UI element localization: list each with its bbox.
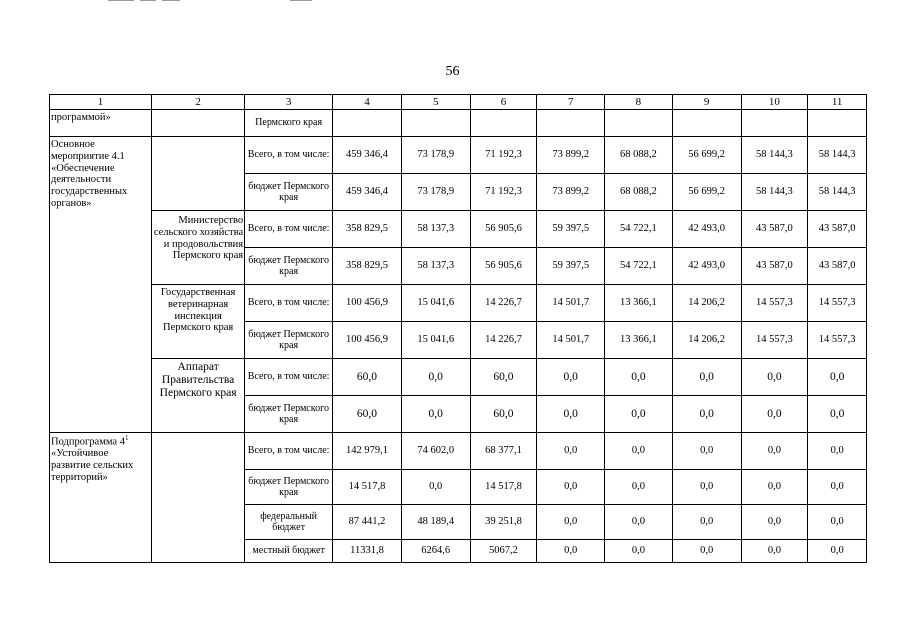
- value-cell: 0,0: [741, 540, 808, 563]
- value-cell: 54 722,1: [605, 248, 673, 285]
- value-cell: 14 557,3: [741, 285, 808, 322]
- value-cell: 0,0: [672, 359, 741, 396]
- scan-mark: [108, 0, 134, 1]
- funding-source-cell: Всего, в том числе:: [245, 359, 333, 396]
- column-header: 8: [605, 95, 673, 110]
- value-cell: 0,0: [537, 470, 605, 505]
- column-header: 2: [152, 95, 245, 110]
- column-header: 10: [741, 95, 808, 110]
- value-cell: 58 144,3: [808, 174, 867, 211]
- executor-cell: [152, 433, 245, 563]
- funding-source-cell: местный бюджет: [245, 540, 333, 563]
- executor-cell: Государственная ветеринарная инспекция Пермского края: [152, 285, 245, 359]
- table-row: [50, 359, 867, 396]
- table-row: [50, 285, 867, 322]
- value-cell: 0,0: [537, 505, 605, 540]
- column-header: 7: [537, 95, 605, 110]
- value-cell: 58 144,3: [741, 174, 808, 211]
- executor-cell: [152, 110, 245, 137]
- value-cell: 59 397,5: [537, 211, 605, 248]
- value-cell: 0,0: [605, 433, 673, 470]
- value-cell: 59 397,5: [537, 248, 605, 285]
- value-cell: 14 501,7: [537, 285, 605, 322]
- funding-source-cell: бюджет Пермского края: [245, 322, 333, 359]
- value-cell: 358 829,5: [333, 211, 402, 248]
- value-cell: 74 602,0: [401, 433, 470, 470]
- value-cell: 15 041,6: [401, 322, 470, 359]
- value-cell: [672, 110, 741, 137]
- value-cell: 60,0: [470, 396, 537, 433]
- value-cell: 73 899,2: [537, 174, 605, 211]
- value-cell: 39 251,8: [470, 505, 537, 540]
- value-cell: 73 899,2: [537, 137, 605, 174]
- value-cell: 14 557,3: [741, 322, 808, 359]
- value-cell: 0,0: [605, 505, 673, 540]
- value-cell: 0,0: [741, 505, 808, 540]
- scan-mark: [290, 0, 312, 1]
- value-cell: 42 493,0: [672, 211, 741, 248]
- value-cell: 14 226,7: [470, 322, 537, 359]
- value-cell: 0,0: [401, 470, 470, 505]
- value-cell: 100 456,9: [333, 285, 402, 322]
- column-header: 9: [672, 95, 741, 110]
- value-cell: 58 144,3: [741, 137, 808, 174]
- value-cell: [401, 110, 470, 137]
- value-cell: 142 979,1: [333, 433, 402, 470]
- value-cell: 459 346,4: [333, 137, 402, 174]
- table-row: [50, 433, 867, 470]
- value-cell: 0,0: [741, 396, 808, 433]
- value-cell: 0,0: [672, 540, 741, 563]
- value-cell: 14 206,2: [672, 322, 741, 359]
- funding-source-cell: Всего, в том числе:: [245, 285, 333, 322]
- value-cell: 43 587,0: [808, 211, 867, 248]
- executor-cell: [152, 137, 245, 211]
- value-cell: 60,0: [333, 396, 402, 433]
- value-cell: 0,0: [672, 505, 741, 540]
- value-cell: 56 905,6: [470, 248, 537, 285]
- value-cell: 73 178,9: [401, 174, 470, 211]
- column-header: 4: [333, 95, 402, 110]
- budget-table: [49, 94, 867, 563]
- funding-source-cell: Всего, в том числе:: [245, 433, 333, 470]
- page-number: 56: [445, 64, 460, 79]
- value-cell: 0,0: [605, 470, 673, 505]
- scan-mark: [162, 0, 180, 1]
- value-cell: 14 501,7: [537, 322, 605, 359]
- event-cell: Основное мероприятие 4.1 «Обеспечение деятельности государственных органов»: [50, 137, 152, 433]
- event-title-rest: «Устойчивое развитие сельских территорий»: [51, 448, 134, 483]
- value-cell: 71 192,3: [470, 137, 537, 174]
- column-header: 6: [470, 95, 537, 110]
- value-cell: 48 189,4: [401, 505, 470, 540]
- value-cell: 13 366,1: [605, 285, 673, 322]
- column-header: 11: [808, 95, 867, 110]
- value-cell: 58 144,3: [808, 137, 867, 174]
- value-cell: [470, 110, 537, 137]
- value-cell: 68 377,1: [470, 433, 537, 470]
- value-cell: 0,0: [672, 433, 741, 470]
- funding-source-cell: Всего, в том числе:: [245, 137, 333, 174]
- value-cell: [741, 110, 808, 137]
- value-cell: 42 493,0: [672, 248, 741, 285]
- funding-source-cell: бюджет Пермского края: [245, 396, 333, 433]
- value-cell: 0,0: [741, 433, 808, 470]
- value-cell: 14 557,3: [808, 285, 867, 322]
- value-cell: [333, 110, 402, 137]
- value-cell: 459 346,4: [333, 174, 402, 211]
- value-cell: 56 699,2: [672, 137, 741, 174]
- value-cell: 56 699,2: [672, 174, 741, 211]
- value-cell: 71 192,3: [470, 174, 537, 211]
- value-cell: [808, 110, 867, 137]
- column-header: 5: [401, 95, 470, 110]
- column-header: 1: [50, 95, 152, 110]
- table-row: [50, 137, 867, 174]
- value-cell: 60,0: [470, 359, 537, 396]
- value-cell: 0,0: [605, 359, 673, 396]
- value-cell: 43 587,0: [808, 248, 867, 285]
- table-row: [50, 211, 867, 248]
- value-cell: 14 517,8: [470, 470, 537, 505]
- value-cell: 15 041,6: [401, 285, 470, 322]
- value-cell: 0,0: [808, 396, 867, 433]
- funding-source-cell: бюджет Пермского края: [245, 470, 333, 505]
- table-row-continued: [50, 110, 867, 137]
- value-cell: 0,0: [401, 396, 470, 433]
- value-cell: 60,0: [333, 359, 402, 396]
- value-cell: 43 587,0: [741, 248, 808, 285]
- executor-cell: Аппарат Правительства Пермского края: [152, 359, 245, 433]
- value-cell: 43 587,0: [741, 211, 808, 248]
- funding-source-cell: бюджет Пермского края: [245, 248, 333, 285]
- funding-source-cell: федеральный бюджет: [245, 505, 333, 540]
- value-cell: 58 137,3: [401, 211, 470, 248]
- event-cell: программой»: [50, 110, 152, 137]
- value-cell: 0,0: [401, 359, 470, 396]
- value-cell: 73 178,9: [401, 137, 470, 174]
- column-header: 3: [245, 95, 333, 110]
- funding-source-cell: Всего, в том числе:: [245, 211, 333, 248]
- value-cell: 358 829,5: [333, 248, 402, 285]
- value-cell: 5067,2: [470, 540, 537, 563]
- value-cell: 58 137,3: [401, 248, 470, 285]
- value-cell: 13 366,1: [605, 322, 673, 359]
- value-cell: 0,0: [537, 396, 605, 433]
- value-cell: 0,0: [537, 433, 605, 470]
- value-cell: 11331,8: [333, 540, 402, 563]
- value-cell: [605, 110, 673, 137]
- value-cell: 0,0: [537, 359, 605, 396]
- value-cell: 14 557,3: [808, 322, 867, 359]
- value-cell: 0,0: [605, 540, 673, 563]
- table-header-row: [50, 95, 867, 110]
- value-cell: 0,0: [741, 470, 808, 505]
- value-cell: 56 905,6: [470, 211, 537, 248]
- value-cell: 0,0: [672, 470, 741, 505]
- value-cell: 0,0: [808, 359, 867, 396]
- value-cell: 0,0: [808, 505, 867, 540]
- value-cell: 0,0: [672, 396, 741, 433]
- value-cell: [537, 110, 605, 137]
- funding-source-cell: бюджет Пермского края: [245, 174, 333, 211]
- value-cell: 100 456,9: [333, 322, 402, 359]
- value-cell: 0,0: [808, 433, 867, 470]
- scan-mark: [140, 0, 156, 1]
- value-cell: 68 088,2: [605, 137, 673, 174]
- event-cell: [50, 433, 152, 563]
- value-cell: 0,0: [605, 396, 673, 433]
- event-title: Подпрограмма 4: [51, 436, 125, 448]
- value-cell: 68 088,2: [605, 174, 673, 211]
- value-cell: 54 722,1: [605, 211, 673, 248]
- executor-cell: Министерство сельского хозяйства и продовольствия Пермского края: [152, 211, 245, 285]
- event-superscript: 1: [124, 434, 129, 442]
- value-cell: 87 441,2: [333, 505, 402, 540]
- value-cell: 14 517,8: [333, 470, 402, 505]
- value-cell: 0,0: [808, 540, 867, 563]
- value-cell: 14 206,2: [672, 285, 741, 322]
- value-cell: 6264,6: [401, 540, 470, 563]
- value-cell: 0,0: [537, 540, 605, 563]
- value-cell: 0,0: [808, 470, 867, 505]
- value-cell: 14 226,7: [470, 285, 537, 322]
- value-cell: 0,0: [741, 359, 808, 396]
- funding-source-cell: Пермского края: [245, 110, 333, 137]
